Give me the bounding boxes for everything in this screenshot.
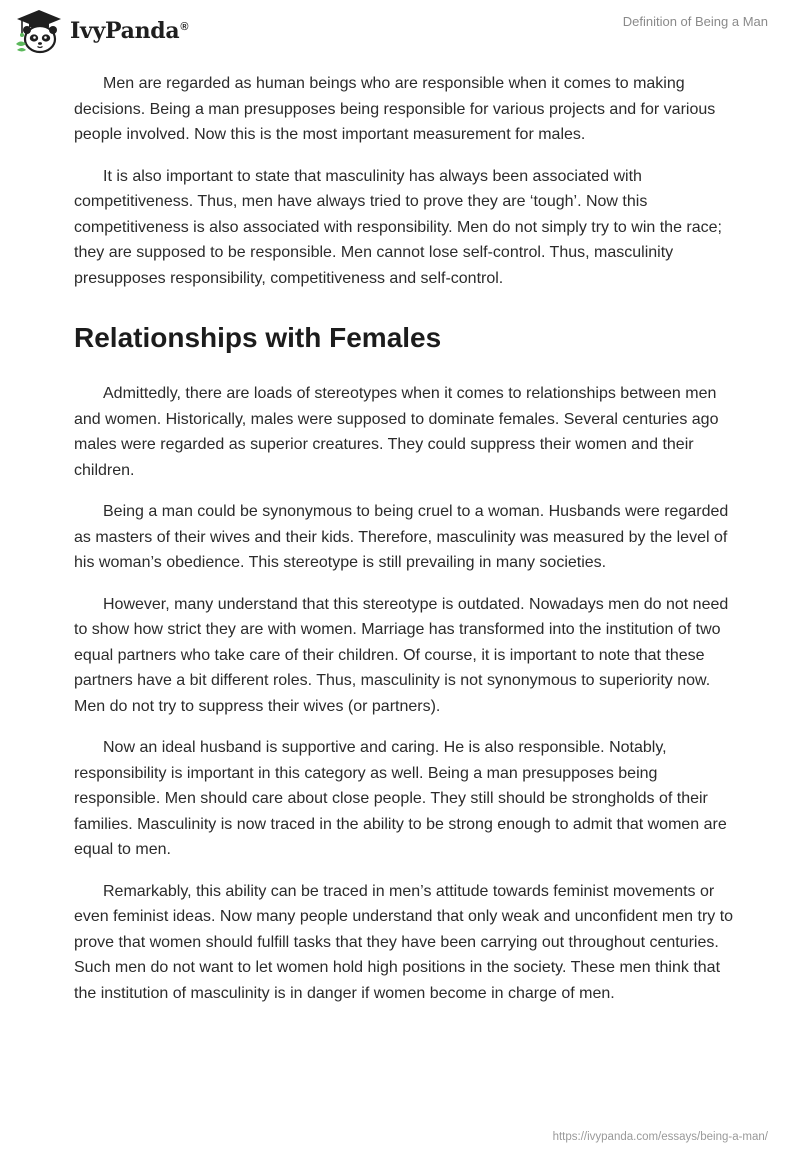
section-heading: Relationships with Females [74, 322, 442, 353]
paragraph: Men are regarded as human beings who are responsible when it comes to making decisions. Being a man presupposes being responsible for various projects and for various people involved. Now this is the most important measurement for males. [74, 75, 716, 143]
logo-wordmark-text: IvyPanda [70, 18, 180, 44]
registered-mark: ® [180, 20, 189, 33]
ivypanda-logo[interactable] [14, 8, 188, 54]
panda-graduate-icon [14, 8, 64, 54]
paragraph: Admittedly, there are loads of stereotypes when it comes to relationships between men and women. Historically, males were supposed to dominate females. Several centuries ago males were regarded as superior creatures. They could suppress their women and their children. [74, 385, 719, 479]
paragraph: Being a man could be synonymous to being cruel to a woman. Husbands were regarded as masters of their wives and their kids. Therefore, masculinity was measured by the level of his woman’s obedience. This stereotype is still prevailing in many societies. [74, 503, 729, 571]
paragraph: It is also important to state that masculinity has always been associated with competitiveness. Thus, men have always tried to prove they are ‘tough’. Now this competitiveness is also associated with responsibility. Men do not simply try to win the race; they are supposed to be responsible. Men cannot lose self-control. Thus, masculinity presupposes responsibility, competitiveness and self-control. [74, 167, 722, 287]
source-url[interactable]: https://ivypanda.com/essays/being-a-man/ [552, 1131, 768, 1143]
document-title: Definition of Being a Man [622, 14, 768, 29]
page-header [0, 0, 800, 60]
paragraph: Now an ideal husband is supportive and caring. He is also responsible. Notably, responsibility is important in this category as well. Being a man presupposes being responsible. Men should care about close people. They still should be strongholds of their families. Masculinity is now traced in the ability to be strong enough to admit that women are equal to men. [74, 739, 727, 858]
paragraph: However, many understand that this stereotype is outdated. Nowadays men do not need to show how strict they are with women. Marriage has transformed into the institution of two equal partners who take care of their children. Of course, it is important to note that these partners have a bit different roles. Thus, masculinity is not synonymous to superiority now. Men do not try to suppress their wives (or partners). [74, 595, 729, 715]
essay-content [74, 71, 734, 1022]
logo-wordmark [70, 18, 188, 44]
paragraph: Remarkably, this ability can be traced in men’s attitude towards feminist movements or even feminist ideas. Now many people understand that only weak and unconfident men try to prove that women should fulfill tasks that they have been carrying out throughout centuries. Such men do not want to let women hold high positions in the society. These men think that the institution of masculinity is in danger if women become in charge of men. [74, 882, 734, 1002]
